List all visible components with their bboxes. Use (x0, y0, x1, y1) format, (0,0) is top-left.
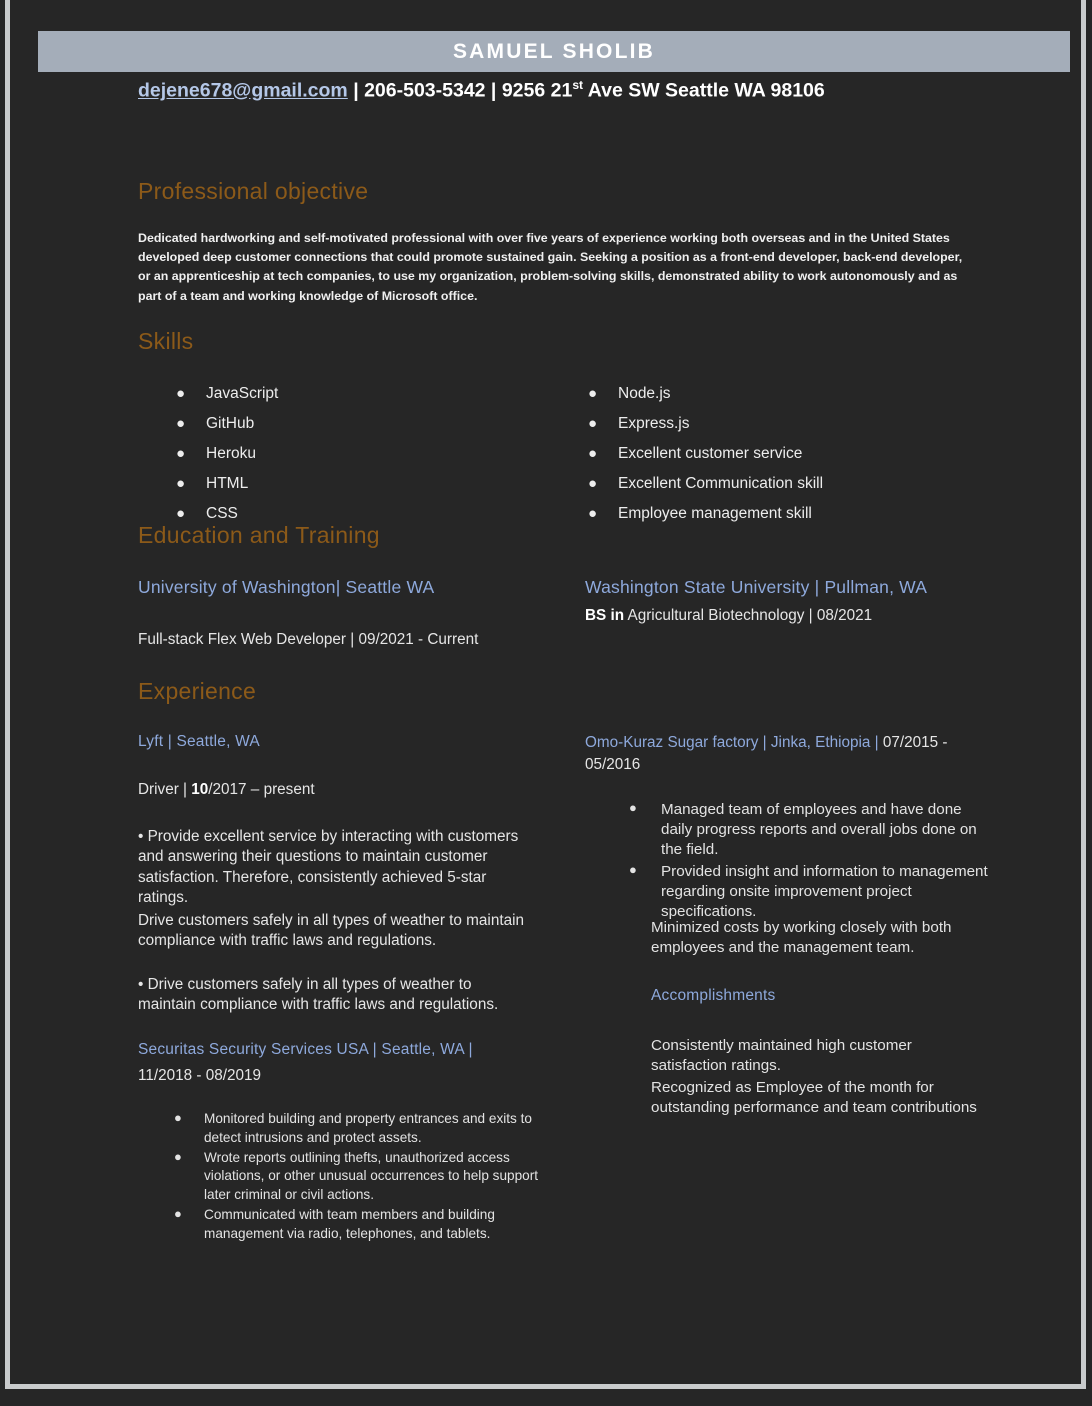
list-item (588, 503, 1020, 526)
street-address-number: 9256 21 (501, 79, 573, 102)
experience-left-job1-para-3: • Drive customers safely in all types of weather to maintain compliance with traffic laws and regulations. (138, 976, 499, 1014)
skill-label: CSS (206, 504, 238, 522)
bullet-text: Managed team of employees and have done daily progress reports and overall jobs done on the field. (661, 801, 977, 859)
bullet-icon: ● (176, 385, 186, 402)
education-right-institution: Washington State University | Pullman, WA (585, 577, 928, 597)
contact-separator-1: | (347, 79, 365, 102)
list-item (176, 413, 558, 436)
experience-left-job2-bullets (138, 1110, 558, 1244)
list-item (176, 473, 558, 496)
skill-label: Employee management skill (618, 504, 812, 522)
experience-right-job1-dates: 07/2015 - 05/2016 (585, 734, 948, 773)
skill-label: Heroku (206, 444, 256, 462)
list-item (629, 861, 995, 923)
list-item (176, 383, 558, 406)
list-item (629, 800, 995, 861)
objective-body: Dedicated hardworking and self-motivated professional with over five years of experience working both overseas and in the United States developed deep customer connections that could promote sustained gain. Seeking a position as a front-end developer, back-end developer, or an apprenticeship at tech companies, to use my organization, problem-solving skills, demonstrated ability to work autonomously and as part of a team and working knowledge of Microsoft office. (138, 231, 963, 303)
degree-label: BS in (585, 607, 625, 624)
list-item (588, 443, 1020, 466)
address-ordinal-suffix: st (572, 78, 584, 92)
experience-left-job1-role (138, 779, 558, 801)
skill-label: Excellent customer service (618, 444, 803, 462)
experience-right-job1-extra-line: Minimized costs by working closely with both employees and the management team. (651, 919, 952, 957)
skill-label: Excellent Communication skill (618, 474, 824, 492)
accomplishment-line-1: Consistently maintained high customer satisfaction ratings. (651, 1037, 912, 1075)
skill-label: JavaScript (206, 385, 279, 402)
section-heading-skills: Skills (138, 328, 194, 354)
bullet-text: Communicated with team members and building management via radio, telephones, and tablets. (204, 1206, 495, 1241)
degree-detail: Agricultural Biotechnology | 08/2021 (624, 607, 873, 624)
bullet-icon: ● (588, 444, 598, 462)
role-dates: /2017 – present (208, 781, 315, 798)
experience-right-job1-bullets (585, 800, 995, 923)
list-item (174, 1110, 558, 1148)
contact-line (138, 78, 1038, 103)
bullet-icon: ● (629, 861, 637, 877)
experience-left-job1-para-1: • Provide excellent service by interacting with customers and answering their questions to maintain customer satisfaction. Therefore, consistently achieved 5-star ratings. (138, 828, 519, 907)
section-heading-objective: Professional objective (138, 178, 369, 204)
experience-right-job1-company: Omo-Kuraz Sugar factory | Jinka, Ethiopia | (585, 734, 879, 751)
skills-left-column (138, 383, 558, 533)
bullet-icon: ● (174, 1148, 182, 1164)
skill-label: Node.js (618, 385, 671, 402)
bullet-icon: ● (176, 474, 186, 492)
skill-label: Express.js (618, 414, 690, 432)
list-item (176, 443, 558, 466)
street-address-rest: Ave SW Seattle WA 98106 (583, 79, 825, 102)
list-item (588, 473, 1020, 496)
skill-label: HTML (206, 474, 249, 492)
bullet-text: Wrote reports outlining thefts, unauthorized access violations, or other unusual occurrences to help support later criminal or civil actions. (204, 1149, 538, 1202)
section-heading-experience: Experience (138, 678, 257, 704)
education-left-institution: University of Washington| Seattle WA (138, 577, 435, 597)
bullet-icon: ● (176, 414, 186, 432)
experience-left-job2-dates: 11/2018 - 08/2019 (138, 1067, 262, 1084)
section-heading-education: Education and Training (138, 522, 380, 548)
bullet-text: Provided insight and information to management regarding onsite improvement project specifications. (661, 862, 988, 921)
resume-page (5, 0, 1086, 1389)
experience-left-job1-para-2: Drive customers safely in all types of weather to maintain compliance with traffic laws and regulations. (138, 912, 524, 950)
bullet-icon: ● (176, 504, 186, 522)
education-right-degree (585, 605, 1015, 627)
bullet-icon: ● (588, 385, 598, 402)
bullet-icon: ● (588, 414, 598, 432)
contact-separator-2: | (485, 79, 502, 102)
bullet-icon: ● (588, 504, 598, 522)
list-item (588, 413, 1020, 436)
email-link[interactable]: dejene678@gmail.com (138, 79, 348, 102)
role-start-month: 10 (191, 781, 209, 798)
experience-right-job1-header (585, 732, 985, 775)
skills-right-column (550, 383, 1020, 533)
bullet-icon: ● (174, 1205, 182, 1221)
skill-label: GitHub (206, 414, 255, 432)
bullet-text: Monitored building and property entrances and exits to detect intrusions and protect assets. (204, 1111, 532, 1145)
education-left-detail: Full-stack Flex Web Developer | 09/2021 - Current (138, 631, 479, 648)
list-item (174, 1205, 558, 1244)
accomplishments-heading: Accomplishments (651, 987, 776, 1004)
bullet-icon: ● (588, 474, 598, 492)
phone-number: 206-503-5342 (364, 79, 486, 102)
name-banner (38, 31, 1070, 72)
page-title: SAMUEL SHOLIB (452, 39, 656, 63)
list-item (174, 1148, 558, 1205)
bullet-icon: ● (174, 1110, 182, 1125)
bullet-icon: ● (629, 800, 637, 815)
experience-left-job1-company: Lyft | Seattle, WA (138, 733, 260, 750)
bullet-icon: ● (176, 444, 186, 462)
list-item (588, 383, 1020, 406)
experience-left-job2-company: Securitas Security Services USA | Seattle, WA | (138, 1041, 473, 1058)
role-title: Driver | (138, 781, 192, 798)
accomplishment-line-2: Recognized as Employee of the month for outstanding performance and team contributions (651, 1079, 977, 1117)
